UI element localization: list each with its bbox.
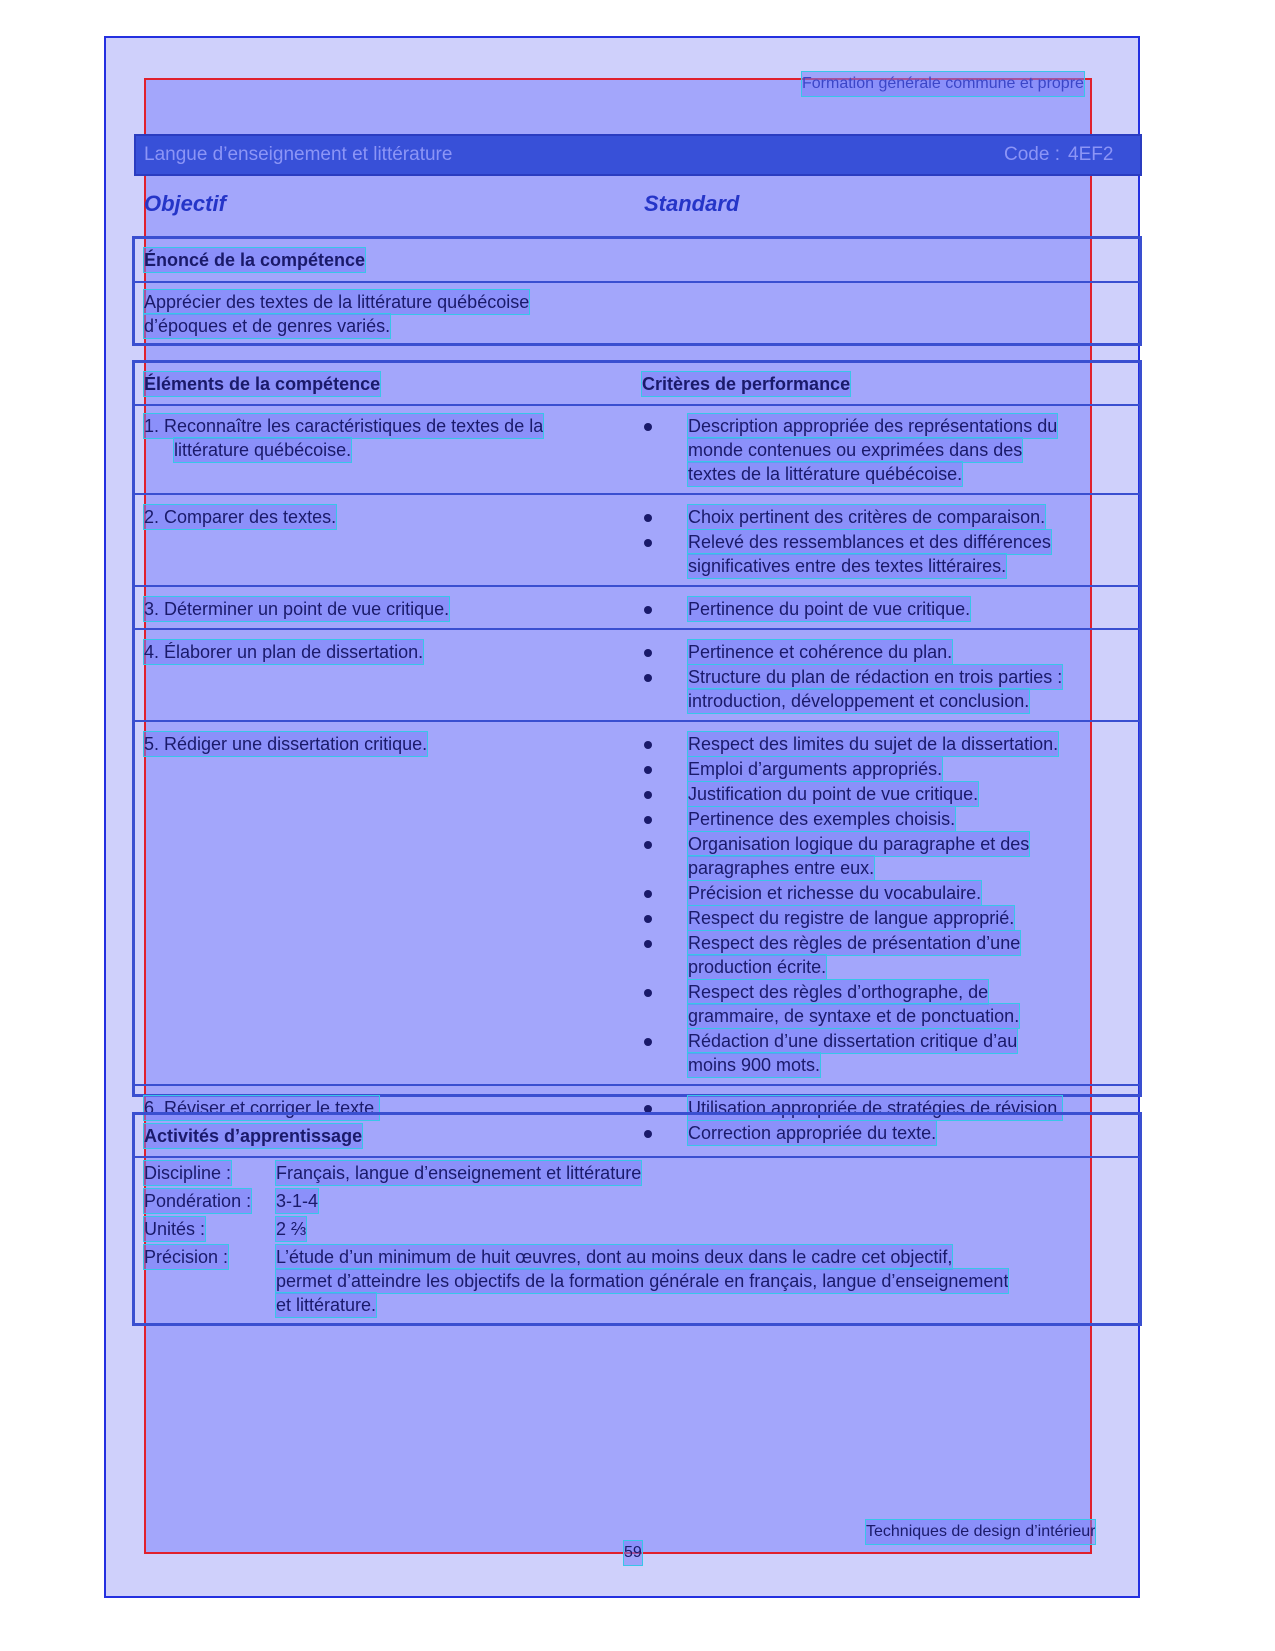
criterion-text: Structure du plan de rédaction en trois parties : <box>688 667 1063 687</box>
criterion-text: monde contenues ou exprimées dans des <box>688 440 1023 460</box>
criterion-text: significatives entre des textes littéraires. <box>688 556 1007 576</box>
bullet-icon <box>644 606 652 614</box>
element-text: 1. Reconnaître les caractéristiques de textes de la <box>144 416 544 436</box>
precision-label: Précision : <box>144 1247 229 1267</box>
activities-title: Activités d’apprentissage <box>144 1126 363 1146</box>
activities-divider <box>133 1156 1141 1158</box>
competence-table <box>132 360 1142 1097</box>
row-divider <box>133 585 1141 587</box>
criterion-text: Rédaction d’une dissertation critique d’au <box>688 1031 1018 1051</box>
row-divider <box>133 1084 1141 1086</box>
criterion-text: paragraphes entre eux. <box>688 858 875 878</box>
row-divider <box>133 493 1141 495</box>
bullet-icon <box>644 1038 652 1046</box>
bullet-icon <box>644 841 652 849</box>
criterion-text: Précision et richesse du vocabulaire. <box>688 883 982 903</box>
element-text: 6. Réviser et corriger le texte. <box>144 1098 380 1118</box>
header-top-right: Formation générale commune et propre <box>802 72 1084 96</box>
code-value: 4EF2 <box>1068 144 1114 165</box>
subject-title: Langue d’enseignement et littérature <box>144 144 453 165</box>
unites-value: 2 ⅔ <box>276 1219 307 1239</box>
bullet-icon <box>644 766 652 774</box>
bullet-icon <box>644 649 652 657</box>
criterion-text: production écrite. <box>688 957 827 977</box>
bullet-icon <box>644 539 652 547</box>
precision-line-3: et littérature. <box>276 1295 377 1315</box>
element-text: 4. Élaborer un plan de dissertation. <box>144 642 424 662</box>
code-label: Code : <box>1004 144 1060 165</box>
bullet-icon <box>644 890 652 898</box>
criterion-text: Respect du registre de langue approprié. <box>688 908 1015 928</box>
criterion-text: Organisation logique du paragraphe et des <box>688 834 1030 854</box>
element-text: 2. Comparer des textes. <box>144 507 337 527</box>
element-text: 3. Déterminer un point de vue critique. <box>144 599 450 619</box>
criteria-header: Critères de performance <box>642 374 851 394</box>
criterion-text: Choix pertinent des critères de comparaison. <box>688 507 1046 527</box>
ponderation-label: Pondération : <box>144 1191 252 1211</box>
competence-title: Énoncé de la compétence <box>144 250 366 270</box>
criterion-text: moins 900 mots. <box>688 1055 821 1075</box>
discipline-value: Français, langue d’enseignement et littérature <box>276 1163 642 1183</box>
criterion-text: Relevé des ressemblances et des différences <box>688 532 1051 552</box>
criterion-text: Respect des limites du sujet de la dissertation. <box>688 734 1059 754</box>
criterion-text: Justification du point de vue critique. <box>688 784 979 804</box>
row-divider <box>133 720 1141 722</box>
page-number: 59 <box>624 1541 642 1565</box>
precision-line-1: L’étude d’un minimum de huit œuvres, dont au moins deux dans le cadre cet objectif, <box>276 1247 953 1267</box>
ponderation-value: 3-1-4 <box>276 1191 319 1211</box>
standard-label: Standard <box>644 191 740 216</box>
bullet-icon <box>644 423 652 431</box>
table-divider <box>133 404 1141 406</box>
criterion-text: grammaire, de syntaxe et de ponctuation. <box>688 1006 1020 1026</box>
criterion-text: Correction appropriée du texte. <box>688 1123 937 1143</box>
criterion-text: Respect des règles de présentation d’une <box>688 933 1021 953</box>
bullet-icon <box>644 674 652 682</box>
criterion-text: Respect des règles d’orthographe, de <box>688 982 989 1002</box>
bullet-icon <box>644 741 652 749</box>
criterion-text: Pertinence du point de vue critique. <box>688 599 971 619</box>
bullet-icon <box>644 816 652 824</box>
criterion-text: Pertinence des exemples choisis. <box>688 809 956 829</box>
footer-program: Techniques de design d’intérieur <box>866 1520 1095 1544</box>
precision-line-2: permet d’atteindre les objectifs de la formation générale en français, langue d’enseignement <box>276 1271 1009 1291</box>
bullet-icon <box>644 514 652 522</box>
row-divider <box>133 628 1141 630</box>
bullet-icon <box>644 915 652 923</box>
element-text: littérature québécoise. <box>174 440 352 460</box>
bullet-icon <box>644 989 652 997</box>
criterion-text: textes de la littérature québécoise. <box>688 464 963 484</box>
competence-line-1: Apprécier des textes de la littérature québécoise <box>144 292 530 312</box>
discipline-label: Discipline : <box>144 1163 232 1183</box>
unites-label: Unités : <box>144 1219 206 1239</box>
criterion-text: introduction, développement et conclusion. <box>688 691 1030 711</box>
competence-line-2: d’époques et de genres variés. <box>144 316 391 336</box>
bullet-icon <box>644 791 652 799</box>
criterion-text: Emploi d’arguments appropriés. <box>688 759 943 779</box>
element-text: 5. Rédiger une dissertation critique. <box>144 734 428 754</box>
criterion-text: Description appropriée des représentations du <box>688 416 1058 436</box>
objectif-label: Objectif <box>144 191 226 216</box>
elements-header: Éléments de la compétence <box>144 374 381 394</box>
criterion-text: Pertinence et cohérence du plan. <box>688 642 953 662</box>
criterion-text: Utilisation appropriée de stratégies de révision. <box>688 1098 1063 1118</box>
bullet-icon <box>644 940 652 948</box>
competence-divider <box>133 281 1141 283</box>
